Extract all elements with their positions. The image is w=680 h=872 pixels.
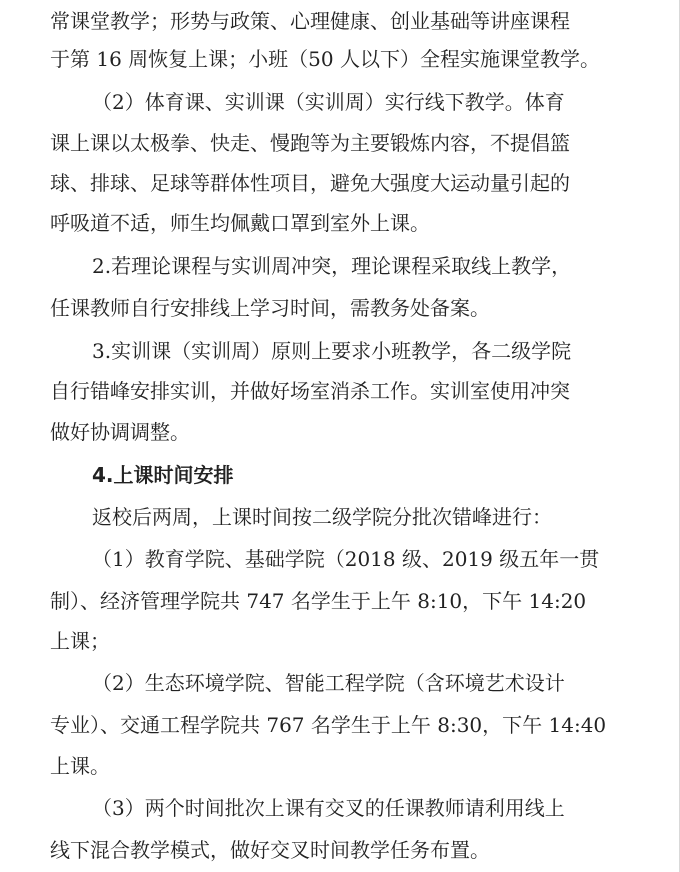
text-line: （2）生态环境学院、智能工程学院（含环境艺术设计: [92, 671, 565, 695]
text-line: （1）教育学院、基础学院（2018 级、2019 级五年一贯: [92, 547, 600, 571]
text-line: 3.实训课（实训周）原则上要求小班教学，各二级学院: [92, 339, 572, 363]
text-line: （2）体育课、实训课（实训周）实行线下教学。体育: [92, 90, 565, 114]
text-line: 于第 16 周恢复上课；小班（50 人以下）全程实施课堂教学。: [50, 47, 600, 71]
text-line: 课上课以太极拳、快走、慢跑等为主要锻炼内容，不提倡篮: [50, 131, 570, 155]
text-line: 返校后两周，上课时间按二级学院分批次错峰进行：: [92, 505, 552, 529]
section-heading: 4.上课时间安排: [92, 463, 234, 487]
text-line: 任课教师自行安排线上学习时间，需教务处备案。: [50, 296, 490, 320]
text-line: 制）、经济管理学院共 747 名学生于上午 8:10，下午 14:20: [50, 589, 587, 613]
text-line: 常课堂教学；形势与政策、心理健康、创业基础等讲座课程: [50, 9, 570, 33]
text-line: 呼吸道不适，师生均佩戴口罩到室外上课。: [50, 211, 430, 235]
text-line: 上课；: [50, 629, 110, 653]
text-line: 做好协调调整。: [50, 420, 190, 444]
text-line: 球、排球、足球等群体性项目，避免大强度大运动量引起的: [50, 171, 570, 195]
text-line: 专业）、交通工程学院共 767 名学生于上午 8:30，下午 14:40: [50, 713, 607, 737]
text-line: 线下混合教学模式，做好交叉时间教学任务布置。: [50, 838, 490, 862]
text-line: 上课。: [50, 754, 110, 778]
text-line: 自行错峰安排实训，并做好场室消杀工作。实训室使用冲突: [50, 379, 570, 403]
text-line: 2.若理论课程与实训周冲突，理论课程采取线上教学，: [92, 254, 572, 278]
text-line: （3）两个时间批次上课有交叉的任课教师请利用线上: [92, 796, 565, 820]
